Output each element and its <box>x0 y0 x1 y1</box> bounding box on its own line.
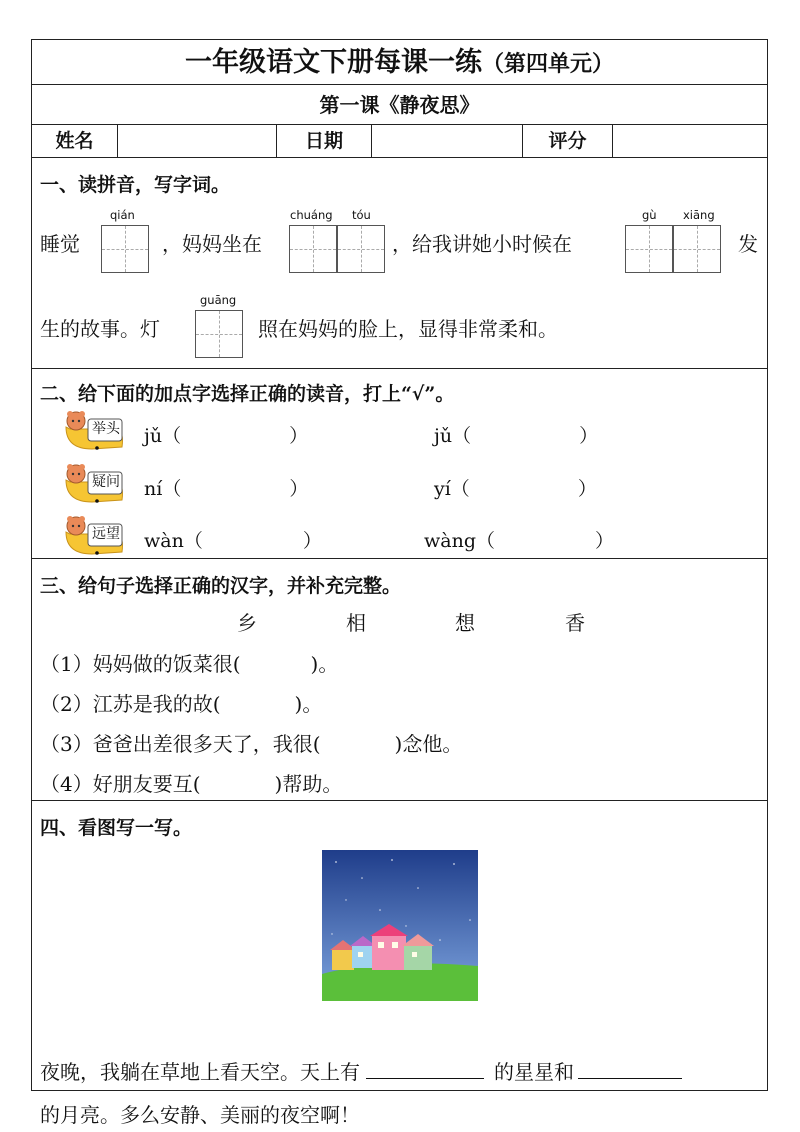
sentence-1: （1）妈妈做的饭菜很( )。 <box>40 652 339 676</box>
option-b[interactable]: jǔ（ ） <box>434 425 599 447</box>
info-row <box>32 125 767 158</box>
lesson-title: 第一课《静夜思》 <box>32 85 767 125</box>
writing-prompt-line-2: 的月亮。多么安静、美丽的夜空啊！ <box>40 1103 360 1127</box>
score-field[interactable] <box>613 125 767 158</box>
answer-blank[interactable] <box>366 1058 484 1079</box>
date-field[interactable] <box>372 125 523 158</box>
option-a[interactable]: wàn（ ） <box>144 530 322 552</box>
date-label: 日期 <box>277 125 372 158</box>
writing-grid[interactable] <box>289 225 337 273</box>
badge-word: 远望 <box>92 526 120 542</box>
section-3-heading: 三、给句子选择正确的汉字，并补充完整。 <box>40 575 402 597</box>
section-4-heading: 四、看图写一写。 <box>40 817 193 839</box>
sentence-text: ，给我讲她小时候在 <box>392 232 572 256</box>
pinyin-label: gù <box>642 208 657 222</box>
pinyin-label: xiāng <box>683 208 715 222</box>
sentence-2: （2）江苏是我的故( )。 <box>40 692 323 716</box>
sentence-text: 发 <box>738 232 758 256</box>
option-b[interactable]: wàng（ ） <box>424 530 615 552</box>
writing-grid[interactable] <box>625 225 673 273</box>
section-4 <box>32 801 767 1127</box>
writing-grid[interactable] <box>195 310 243 358</box>
worksheet <box>31 39 768 1127</box>
name-field[interactable] <box>118 125 277 158</box>
section-1 <box>32 158 767 369</box>
choice-char: 相 <box>346 611 366 635</box>
badge-word: 疑问 <box>92 474 120 490</box>
sentence-text: ，妈妈坐在 <box>162 232 262 256</box>
pinyin-label: qián <box>110 208 135 222</box>
writing-prompt-line-1: 夜晚，我躺在草地上看天空。天上有 的星星和 <box>40 1056 682 1085</box>
sentence-3: （3）爸爸出差很多天了，我很( )念他。 <box>40 732 463 756</box>
night-scene-image <box>322 850 478 1001</box>
writing-grid[interactable] <box>673 225 721 273</box>
writing-grid[interactable] <box>101 225 149 273</box>
score-label: 评分 <box>523 125 613 158</box>
worksheet-title: 一年级语文下册每课一练（第四单元） <box>32 40 767 85</box>
name-label: 姓名 <box>32 125 118 158</box>
choice-char: 香 <box>565 611 585 635</box>
answer-blank[interactable] <box>578 1058 682 1079</box>
sentence-text: 生的故事。灯 <box>40 317 160 341</box>
choice-char: 乡 <box>237 611 257 635</box>
section-1-heading: 一、读拼音，写字词。 <box>40 174 231 196</box>
option-b[interactable]: yí（ ） <box>434 478 597 500</box>
option-a[interactable]: ní（ ） <box>144 478 309 500</box>
section-2 <box>32 369 767 559</box>
section-2-heading: 二、给下面的加点字选择正确的读音，打上“√”。 <box>40 383 455 405</box>
badge-word: 举头 <box>92 421 120 437</box>
sentence-text: 睡觉 <box>40 232 80 256</box>
sentence-text: 照在妈妈的脸上，显得非常柔和。 <box>258 317 558 341</box>
pinyin-label: tóu <box>352 208 371 222</box>
writing-grid[interactable] <box>337 225 385 273</box>
option-a[interactable]: jǔ（ ） <box>144 425 309 447</box>
pinyin-label: guāng <box>200 293 237 307</box>
choice-char: 想 <box>455 611 475 635</box>
sentence-4: （4）好朋友要互( )帮助。 <box>40 772 343 796</box>
section-3 <box>32 559 767 801</box>
pinyin-label: chuáng <box>290 208 333 222</box>
